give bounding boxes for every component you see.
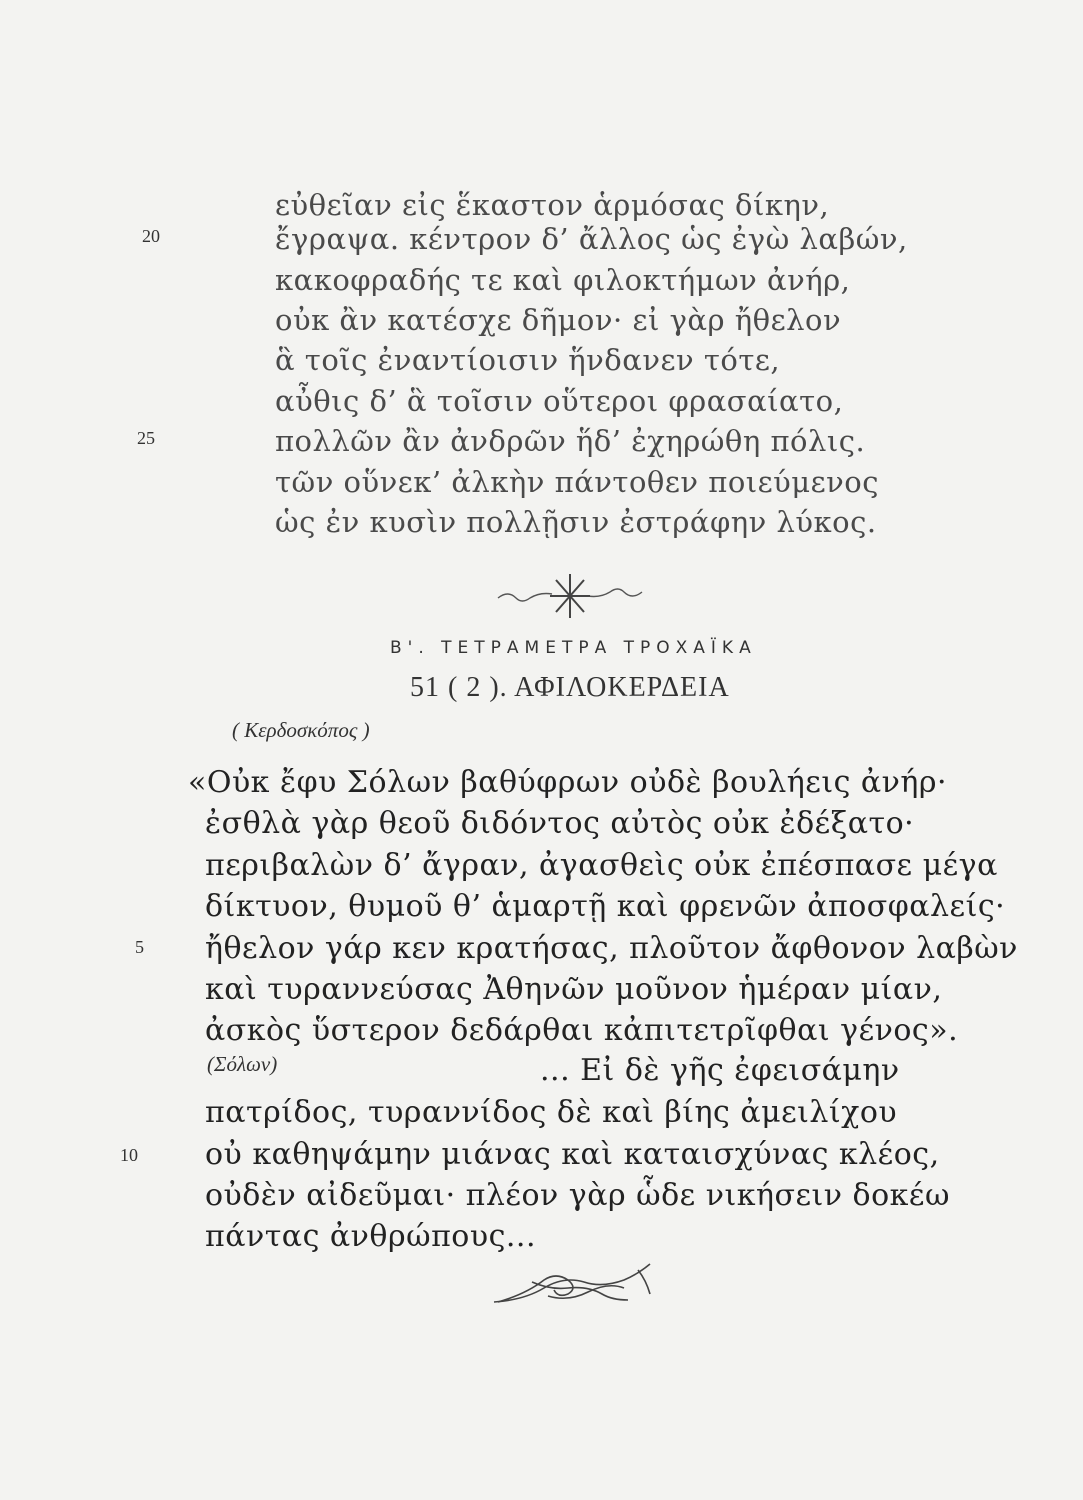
verse-line-25: πολλῶν ἂν ἀνδρῶν ἥδ’ ἐχηρώθη πόλις. [275,424,866,458]
verse-line-18: εὐθεῖαν εἰς ἕκαστον ἁρμόσας δίκην, [275,188,830,222]
verse-line-4: δίκτυον, θυμοῦ θ’ ἁμαρτῇ καὶ φρενῶν ἀποσφαλείς· [205,889,1006,924]
poem-title: 51 ( 2 ). ΑΦΙΛΟΚΕΡΔΕΙΑ [410,672,730,703]
line-number-10: 10 [120,1145,138,1165]
line-number-20: 20 [142,226,160,246]
verse-line-8: ... Εἰ δὲ γῆς ἐφεισάμην [540,1053,900,1088]
verse-line-10: οὐ καθηψάμην μιάνας καὶ καταισχύνας κλέος, [205,1137,940,1172]
verse-line-20: ἔγραψα. κέντρον δ’ ἄλλος ὡς ἐγὼ λαβών, [275,222,908,256]
star-ornament-icon [490,568,650,624]
verse-line-3: περιβαλὼν δ’ ἄγραν, ἀγασθεὶς οὐκ ἐπέσπασε μέγα [205,848,998,883]
verse-line-1: «Οὐκ ἔφυ Σόλων βαθύφρων οὐδὲ βουλήεις ἀνήρ· [188,765,948,800]
verse-line-11: οὐδὲν αἰδεῦμαι· πλέον γὰρ ὧδε νικήσειν δοκέω [205,1178,950,1213]
verse-line-22: οὐκ ἂν κατέσχε δῆμον· εἰ γὰρ ἤθελον [275,303,842,337]
scroll-ornament-icon [488,1262,658,1310]
line-number-25: 25 [137,428,155,448]
verse-line-12: πάντας ἀνθρώπους... [205,1219,536,1254]
verse-line-7: ἀσκὸς ὕστερον δεδάρθαι κἀπιτετρῖφθαι γένος». [205,1013,959,1048]
section-heading: Β'. ΤΕΤΡΑΜΕΤΡΑ ΤΡΟΧΑΪΚΑ [390,638,757,658]
verse-line-26: τῶν οὕνεκ’ ἀλκὴν πάντοθεν ποιεύμενος [275,465,880,499]
line-number-5: 5 [135,937,144,957]
speaker-label-solon: (Σόλων) [207,1052,278,1076]
verse-line-9: πατρίδος, τυραννίδος δὲ καὶ βίης ἀμειλίχου [205,1095,898,1130]
verse-line-5: ἤθελον γάρ κεν κρατήσας, πλοῦτον ἄφθονον λαβὼν [205,931,1018,966]
verse-line-23: ἃ τοῖς ἐναντίοισιν ἥνδανεν τότε, [275,343,781,377]
verse-line-27: ὡς ἐν κυσὶν πολλῇσιν ἐστράφην λύκος. [275,505,877,539]
verse-line-21: κακοφραδής τε καὶ φιλοκτήμων ἀνήρ, [275,263,851,297]
verse-line-24: αὖθις δ’ ἃ τοῖσιν οὕτεροι φρασαίατο, [275,384,844,418]
verse-line-2: ἐσθλὰ γὰρ θεοῦ διδόντος αὐτὸς οὐκ ἐδέξατο· [205,806,915,841]
verse-line-6: καὶ τυραννεύσας Ἀθηνῶν μοῦνον ἡμέραν μίαν, [205,972,943,1007]
speaker-label-kerdoskopos: ( Κερδοσκόπος ) [232,718,370,742]
